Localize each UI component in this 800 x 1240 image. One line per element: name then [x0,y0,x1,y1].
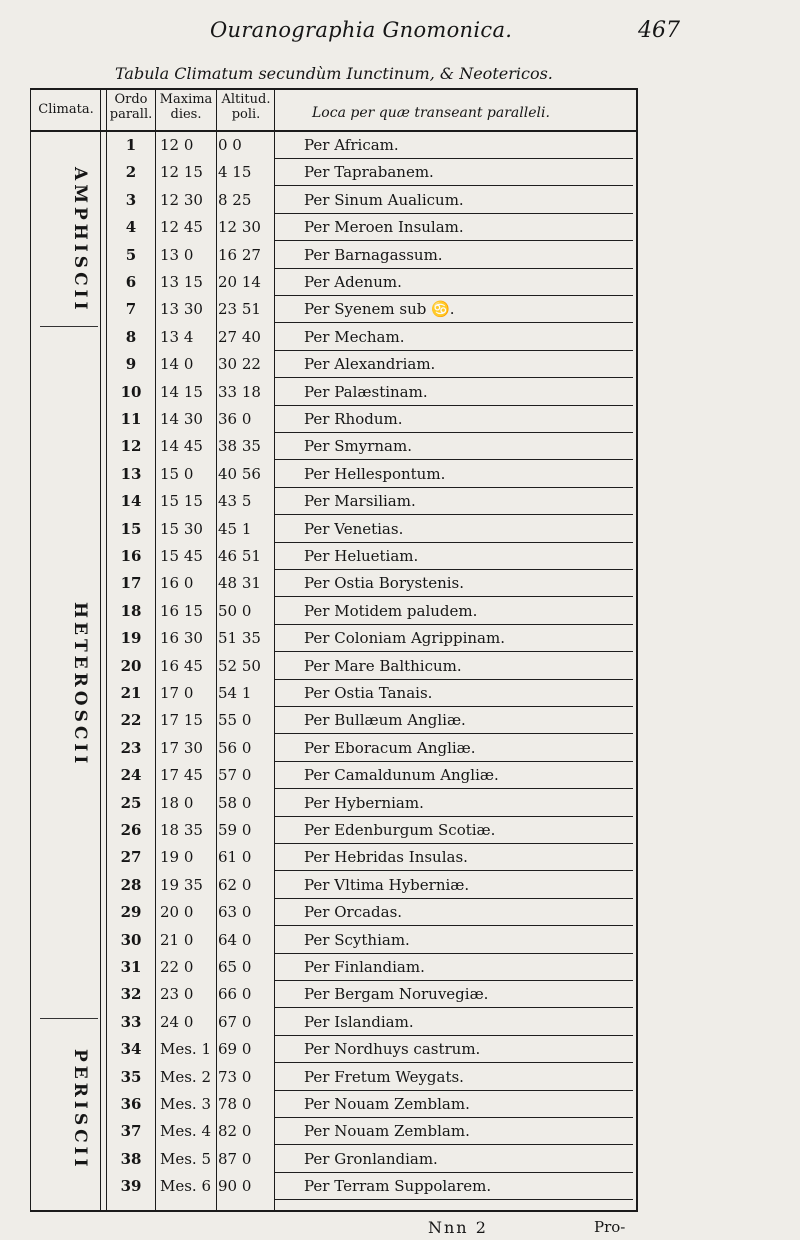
row-rule [275,843,633,844]
maxima-dies: 22 0 [160,958,194,976]
parallel-number: 35 [120,1067,142,1086]
table-row [0,188,640,215]
parallel-number: 12 [120,437,142,456]
table-row [0,626,640,653]
parallel-number: 28 [120,875,142,894]
maxima-dies: 15 45 [160,547,203,565]
maxima-dies: Mes. 6 [160,1177,212,1196]
maxima-dies: 13 0 [160,245,194,264]
maxima-dies: Mes. 1 [160,1040,212,1059]
parallel-number: 29 [120,903,142,922]
table-caption: Tabula Climatum secundùm Iunctinum, & Neotericos. [115,64,553,83]
loca-cell: Per Scythiam. [304,930,410,949]
altitudo-poli: 58 0 [218,793,252,812]
parallel-number: 25 [120,793,142,812]
altitudo-poli: 56 0 [218,738,252,757]
altitudo-poli: 78 0 [218,1095,252,1113]
maxima-dies: 20 0 [160,903,194,922]
parallel-number: 6 [125,273,137,291]
altitudo-poli: 55 0 [218,711,252,730]
loca-cell: Per Sinum Aualicum. [304,190,464,209]
loca-cell: Per Hellespontum. [304,464,446,483]
altitudo-poli: 64 0 [218,930,252,949]
parallel-number: 33 [120,1012,142,1031]
altitudo-poli: 27 40 [218,327,261,346]
parallel-number: 17 [120,574,142,593]
loca-cell: Per Bergam Noruvegiæ. [304,985,489,1004]
maxima-dies: 17 15 [160,711,203,730]
row-rule [275,679,633,680]
parallel-number: 10 [120,382,142,401]
altitudo-poli: 36 0 [218,410,252,428]
loca-cell: Per Orcadas. [304,903,403,922]
parallel-number: 22 [120,711,142,730]
table-row [0,1065,640,1092]
climata-periscii: PERISCII [70,1049,90,1171]
parallel-number: 26 [120,821,142,839]
loca-cell: Per Terram Suppolarem. [304,1177,492,1196]
table-row [0,462,640,489]
row-rule [275,733,633,734]
altitudo-poli: 67 0 [218,1012,252,1031]
table-row [0,982,640,1009]
altitudo-poli: 69 0 [218,1040,252,1059]
row-rule [275,514,633,515]
row-rule [275,542,633,543]
parallel-number: 32 [120,985,142,1004]
parallel-number: 24 [120,766,142,785]
maxima-dies: 18 35 [160,821,203,839]
running-head-title: Ouranographia Gnomonica. [210,18,513,42]
row-rule [275,1144,633,1145]
loca-cell: Per Heluetiam. [304,547,419,565]
row-rule [275,980,633,981]
parallel-number: 18 [120,601,142,620]
altitudo-poli: 51 35 [218,629,261,648]
maxima-dies: Mes. 2 [160,1067,212,1086]
loca-cell: Per Edenburgum Scotiæ. [304,821,496,839]
loca-cell: Per Africam. [304,136,399,154]
maxima-dies: 14 15 [160,382,203,401]
row-rule [275,158,633,159]
loca-cell: Per Bullæum Angliæ. [304,711,466,730]
table-row [0,818,640,845]
table-row [0,1037,640,1064]
catchword: Pro- [594,1218,626,1236]
parallel-number: 36 [120,1095,142,1113]
parallel-number: 1 [125,136,137,154]
altitudo-poli: 59 0 [218,821,252,839]
parallel-number: 23 [120,738,142,757]
maxima-dies: 16 30 [160,629,203,648]
header-rule [30,130,638,132]
table-row [0,955,640,982]
maxima-dies: Mes. 4 [160,1122,212,1141]
parallel-number: 9 [125,355,137,374]
table-row [0,1010,640,1037]
maxima-dies: 13 30 [160,300,203,319]
table-row [0,243,640,270]
loca-cell: Per Eboracum Angliæ. [304,738,476,757]
altitudo-poli: 57 0 [218,766,252,785]
climata-amphiscii: AMPHISCII [70,166,90,314]
altitudo-poli: 90 0 [218,1177,252,1196]
parallel-number: 4 [125,218,137,237]
table-row [0,736,640,763]
altitudo-poli: 45 1 [218,519,252,538]
altitudo-poli: 52 50 [218,656,261,675]
parallel-number: 39 [120,1177,142,1196]
row-rule [275,953,633,954]
loca-cell: Per Camaldunum Angliæ. [304,766,499,785]
altitudo-poli: 43 5 [218,492,252,511]
loca-cell: Per Motidem paludem. [304,601,478,620]
table-row [0,434,640,461]
table-row [0,1174,640,1201]
maxima-dies: 17 0 [160,684,194,702]
loca-cell: Per Syenem sub ♋. [304,300,455,319]
climata-heteroscii: HETEROSCII [70,602,90,768]
row-rule [275,761,633,762]
altitudo-poli: 65 0 [218,958,252,976]
loca-cell: Per Nouam Zemblam. [304,1095,470,1113]
maxima-dies: 16 45 [160,656,203,675]
loca-cell: Per Taprabanem. [304,163,434,182]
maxima-dies: 17 30 [160,738,203,757]
maxima-dies: 15 0 [160,464,194,483]
row-rule [275,624,633,625]
altitudo-poli: 33 18 [218,382,261,401]
table-row [0,708,640,735]
row-rule [275,240,633,241]
loca-cell: Per Hebridas Insulas. [304,848,468,867]
row-rule [275,596,633,597]
maxima-dies: 12 15 [160,163,203,182]
table-row [0,1119,640,1146]
altitudo-poli: 66 0 [218,985,252,1004]
row-rule [275,870,633,871]
maxima-dies: 13 15 [160,273,203,291]
parallel-number: 16 [120,547,142,565]
parallel-number: 34 [120,1040,142,1059]
maxima-dies: 19 0 [160,848,194,867]
loca-cell: Per Smyrnam. [304,437,412,456]
parallel-number: 2 [125,163,137,182]
altitudo-poli: 8 25 [218,190,252,209]
parallel-number: 31 [120,958,142,976]
table-row [0,681,640,708]
table-row [0,654,640,681]
parallel-number: 15 [120,519,142,538]
row-rule [275,816,633,817]
maxima-dies: 18 0 [160,793,194,812]
altitudo-poli: 82 0 [218,1122,252,1141]
loca-cell: Per Meroen Insulam. [304,218,464,237]
maxima-dies: 21 0 [160,930,194,949]
header-maxima: Maxima dies. [159,92,213,122]
altitudo-poli: 48 31 [218,574,261,593]
loca-cell: Per Rhodum. [304,410,403,428]
parallel-number: 13 [120,464,142,483]
parallel-number: 38 [120,1149,142,1168]
maxima-dies: 13 4 [160,327,194,346]
loca-cell: Per Mare Balthicum. [304,656,462,675]
header-altitud: Altitud. poli. [221,92,271,122]
row-rule [275,1035,633,1036]
altitudo-poli: 20 14 [218,273,261,291]
header-ordo: Ordo parall. [109,92,153,122]
maxima-dies: 19 35 [160,875,203,894]
altitudo-poli: 12 30 [218,218,261,237]
altitudo-poli: 46 51 [218,547,261,565]
loca-cell: Per Alexandriam. [304,355,436,374]
parallel-number: 20 [120,656,142,675]
maxima-dies: 14 0 [160,355,194,374]
loca-cell: Per Gronlandiam. [304,1149,438,1168]
maxima-dies: 15 15 [160,492,203,511]
table-row [0,517,640,544]
loca-cell: Per Venetias. [304,519,404,538]
altitudo-poli: 61 0 [218,848,252,867]
loca-cell: Per Nouam Zemblam. [304,1122,470,1141]
row-rule [275,569,633,570]
altitudo-poli: 63 0 [218,903,252,922]
parallel-number: 3 [125,190,137,209]
loca-cell: Per Barnagassum. [304,245,443,264]
row-rule [275,350,633,351]
row-rule [275,788,633,789]
row-rule [275,185,633,186]
row-rule [275,898,633,899]
row-rule [275,1117,633,1118]
row-rule [275,432,633,433]
table-row [0,489,640,516]
altitudo-poli: 40 56 [218,464,261,483]
maxima-dies: 24 0 [160,1012,194,1031]
altitudo-poli: 0 0 [218,136,242,154]
maxima-dies: 12 0 [160,136,194,154]
loca-cell: Per Nordhuys castrum. [304,1040,481,1059]
table-row [0,297,640,324]
row-rule [275,268,633,269]
maxima-dies: 16 0 [160,574,194,593]
maxima-dies: 14 30 [160,410,203,428]
row-rule [275,1062,633,1063]
parallel-number: 11 [120,410,142,428]
altitudo-poli: 4 15 [218,163,252,182]
table-row [0,599,640,626]
row-rule [275,1199,633,1200]
maxima-dies: 17 45 [160,766,203,785]
table-row [0,160,640,187]
loca-cell: Per Islandiam. [304,1012,414,1031]
altitudo-poli: 87 0 [218,1149,252,1168]
maxima-dies: Mes. 3 [160,1095,212,1113]
parallel-number: 27 [120,848,142,867]
maxima-dies: 12 45 [160,218,203,237]
header-loca: Loca per quæ transeant paralleli. [312,105,550,121]
loca-cell: Per Fretum Weygats. [304,1067,464,1086]
row-rule [275,487,633,488]
loca-cell: Per Finlandiam. [304,958,425,976]
row-rule [275,405,633,406]
loca-cell: Per Coloniam Agrippinam. [304,629,505,648]
row-rule [275,322,633,323]
signature-mark: Nnn 2 [428,1218,488,1237]
maxima-dies: 16 15 [160,601,203,620]
row-rule [275,651,633,652]
row-rule [275,1007,633,1008]
page-number: 467 [638,18,680,43]
maxima-dies: 23 0 [160,985,194,1004]
table-row [0,900,640,927]
loca-cell: Per Ostia Tanais. [304,684,433,702]
loca-cell: Per Marsiliam. [304,492,416,511]
altitudo-poli: 73 0 [218,1067,252,1086]
altitudo-poli: 54 1 [218,684,252,702]
table-row [0,791,640,818]
maxima-dies: 14 45 [160,437,203,456]
maxima-dies: 12 30 [160,190,203,209]
parallel-number: 30 [120,930,142,949]
parallel-number: 37 [120,1122,142,1141]
table-row [0,133,640,160]
loca-cell: Per Hyberniam. [304,793,424,812]
table-row [0,1092,640,1119]
loca-cell: Per Vltima Hyberniæ. [304,875,470,894]
table-row [0,270,640,297]
row-rule [275,925,633,926]
parallel-number: 7 [125,300,137,319]
header-climata: Climata. [38,102,94,117]
table-row [0,352,640,379]
table-row [0,380,640,407]
table-row [0,845,640,872]
table-row [0,544,640,571]
table-row [0,407,640,434]
table-row [0,325,640,352]
table-row [0,873,640,900]
row-rule [275,1090,633,1091]
altitudo-poli: 30 22 [218,355,261,374]
maxima-dies: 15 30 [160,519,203,538]
row-rule [275,377,633,378]
altitudo-poli: 62 0 [218,875,252,894]
altitudo-poli: 16 27 [218,245,261,264]
loca-cell: Per Mecham. [304,327,405,346]
altitudo-poli: 23 51 [218,300,261,319]
parallel-number: 19 [120,629,142,648]
parallel-number: 21 [120,684,142,702]
row-rule [275,1172,633,1173]
row-rule [275,459,633,460]
altitudo-poli: 38 35 [218,437,261,456]
row-rule [275,213,633,214]
altitudo-poli: 50 0 [218,601,252,620]
maxima-dies: Mes. 5 [160,1149,212,1168]
loca-cell: Per Ostia Borystenis. [304,574,464,593]
table-row [0,763,640,790]
row-rule [275,295,633,296]
loca-cell: Per Palæstinam. [304,382,428,401]
parallel-number: 8 [125,327,137,346]
table-row [0,571,640,598]
parallel-number: 14 [120,492,142,511]
table-row [0,215,640,242]
table-row [0,928,640,955]
table-row [0,1147,640,1174]
loca-cell: Per Adenum. [304,273,402,291]
row-rule [275,706,633,707]
parallel-number: 5 [125,245,137,264]
